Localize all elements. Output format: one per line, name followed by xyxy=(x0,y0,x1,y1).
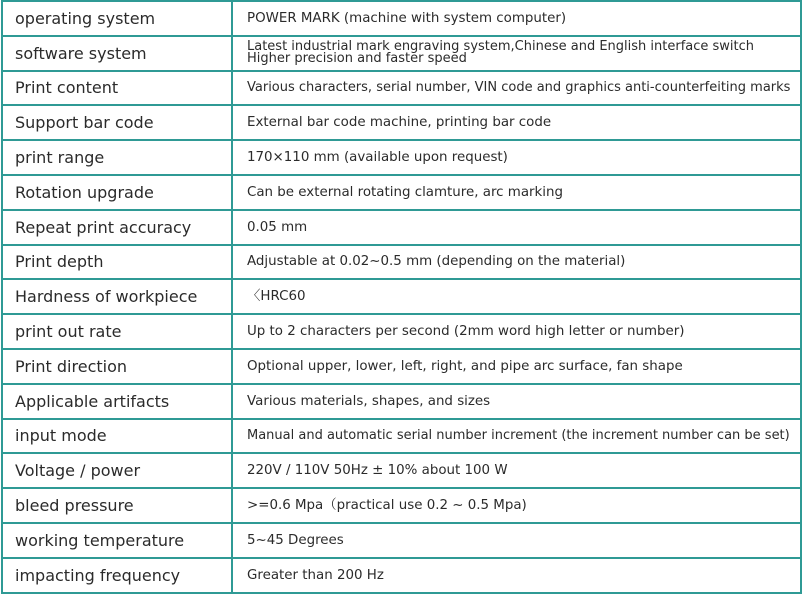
table-row xyxy=(2,279,801,314)
spec-value: >=0.6 Mpa（practical use 0.2 ~ 0.5 Mpa) xyxy=(232,488,801,523)
table-row xyxy=(2,140,801,175)
table-row xyxy=(2,419,801,454)
table-row xyxy=(2,523,801,558)
specification-table xyxy=(1,0,802,594)
spec-value: 220V / 110V 50Hz ± 10% about 100 W xyxy=(232,453,801,488)
spec-label: software system xyxy=(2,36,232,71)
spec-label: Support bar code xyxy=(2,105,232,140)
spec-value: Latest industrial mark engraving system,Chinese and English interface switch Higher precision and faster speed xyxy=(232,36,801,71)
spec-label: impacting frequency xyxy=(2,558,232,593)
spec-value: Various materials, shapes, and sizes xyxy=(232,384,801,419)
spec-label: print out rate xyxy=(2,314,232,349)
table-row xyxy=(2,105,801,140)
spec-value: Various characters, serial number, VIN code and graphics anti-counterfeiting marks xyxy=(232,71,801,106)
table-row xyxy=(2,558,801,593)
spec-label: print range xyxy=(2,140,232,175)
spec-value: POWER MARK (machine with system computer) xyxy=(232,1,801,36)
table-row xyxy=(2,349,801,384)
spec-label: Print direction xyxy=(2,349,232,384)
spec-value: 5~45 Degrees xyxy=(232,523,801,558)
spec-label: working temperature xyxy=(2,523,232,558)
table-row xyxy=(2,1,801,36)
spec-value: 170×110 mm (available upon request) xyxy=(232,140,801,175)
spec-label: Hardness of workpiece xyxy=(2,279,232,314)
spec-label: Voltage / power xyxy=(2,453,232,488)
table-row xyxy=(2,245,801,280)
spec-label: Rotation upgrade xyxy=(2,175,232,210)
spec-label: operating system xyxy=(2,1,232,36)
table-row xyxy=(2,314,801,349)
spec-value: Can be external rotating clamture, arc marking xyxy=(232,175,801,210)
spec-label: Print content xyxy=(2,71,232,106)
table-row xyxy=(2,36,801,71)
spec-value: External bar code machine, printing bar code xyxy=(232,105,801,140)
table-row xyxy=(2,71,801,106)
spec-value: Greater than 200 Hz xyxy=(232,558,801,593)
spec-value: 0.05 mm xyxy=(232,210,801,245)
spec-value: Up to 2 characters per second (2mm word high letter or number) xyxy=(232,314,801,349)
spec-value: Manual and automatic serial number increment (the increment number can be set) xyxy=(232,419,801,454)
table-row xyxy=(2,488,801,523)
spec-label: bleed pressure xyxy=(2,488,232,523)
spec-label: Applicable artifacts xyxy=(2,384,232,419)
table-row xyxy=(2,384,801,419)
spec-label: input mode xyxy=(2,419,232,454)
table-row xyxy=(2,453,801,488)
table-row xyxy=(2,210,801,245)
spec-value: Adjustable at 0.02~0.5 mm (depending on the material) xyxy=(232,245,801,280)
table-row xyxy=(2,175,801,210)
spec-value: Optional upper, lower, left, right, and pipe arc surface, fan shape xyxy=(232,349,801,384)
spec-label: Print depth xyxy=(2,245,232,280)
spec-value: 〈HRC60 xyxy=(232,279,801,314)
spec-label: Repeat print accuracy xyxy=(2,210,232,245)
